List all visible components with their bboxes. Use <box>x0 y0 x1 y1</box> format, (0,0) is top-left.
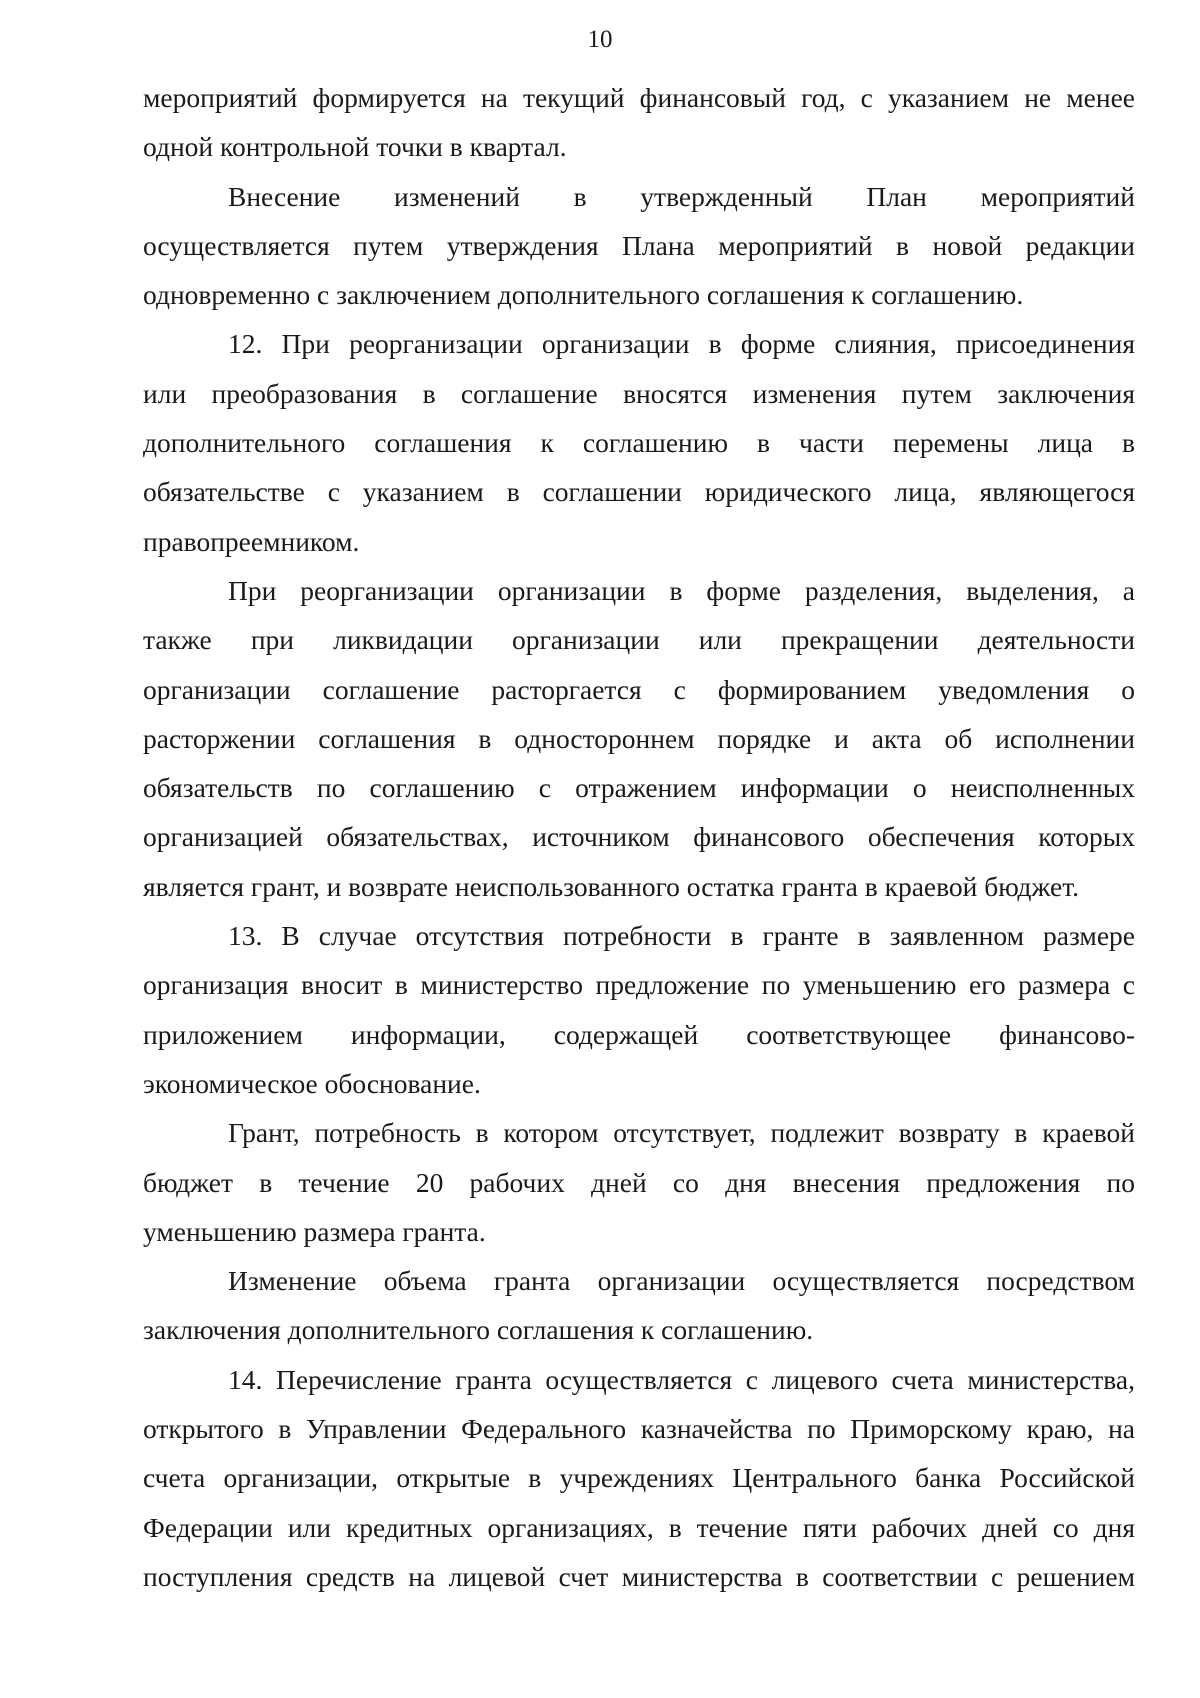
document-body <box>143 73 1135 1601</box>
text-line: 14. Перечисление гранта осуществляется с лицевого счета министерства, <box>228 1363 1135 1395</box>
text-line: 13. В случае отсутствия потребности в гранте в заявленном размере <box>228 920 1135 952</box>
text-line: 12. При реорганизации организации в форме слияния, присоединения <box>228 328 1135 360</box>
text-line: дополнительного соглашения к соглашению в части перемены лица в <box>143 427 1135 459</box>
text-line: бюджет в течение 20 рабочих дней со дня внесения предложения по <box>143 1166 1135 1198</box>
text-line: Изменение объема гранта организации осуществляется посредством <box>228 1265 1135 1297</box>
text-line: или преобразования в соглашение вносятся изменения путем заключения <box>143 377 1135 409</box>
text-line: Федерации или кредитных организациях, в течение пяти рабочих дней со дня <box>143 1511 1135 1543</box>
text-line: правопреемником. <box>143 525 360 557</box>
text-line: организация вносит в министерство предложение по уменьшению его размера с <box>143 969 1135 1001</box>
text-line: одновременно с заключением дополнительного соглашения к соглашению. <box>143 279 1024 311</box>
text-line: осуществляется путем утверждения Плана мероприятий в новой редакции <box>143 229 1135 261</box>
text-line: организации соглашение расторгается с формированием уведомления о <box>143 673 1135 705</box>
text-line: Грант, потребность в котором отсутствует, подлежит возврату в краевой <box>228 1117 1135 1149</box>
text-line: поступления средств на лицевой счет министерства в соответствии с решением <box>143 1560 1135 1592</box>
text-line: обязательств по соглашению с отражением информации о неисполненных <box>143 772 1135 804</box>
text-line: При реорганизации организации в форме разделения, выделения, а <box>228 574 1135 606</box>
text-line: уменьшению размера гранта. <box>143 1215 486 1247</box>
text-line: расторжении соглашения в одностороннем порядке и акта об исполнении <box>143 722 1135 754</box>
page-number: 10 <box>587 26 613 53</box>
text-line: также при ликвидации организации или прекращении деятельности <box>143 624 1135 656</box>
text-line: экономическое обоснование. <box>143 1067 481 1099</box>
text-line: является грант, и возврате неиспользованного остатка гранта в краевой бюджет. <box>143 870 1080 902</box>
text-line: организацией обязательствах, источником финансового обеспечения которых <box>143 821 1135 853</box>
text-line: мероприятий формируется на текущий финансовый год, с указанием не менее <box>143 82 1135 113</box>
text-line: счета организации, открытые в учреждениях Центрального банка Российской <box>143 1462 1135 1494</box>
text-line: обязательстве с указанием в соглашении юридического лица, являющегося <box>143 476 1135 508</box>
text-line: открытого в Управлении Федерального казначейства по Приморскому краю, на <box>143 1413 1135 1445</box>
text-line: заключения дополнительного соглашения к соглашению. <box>143 1314 814 1346</box>
text-line: приложением информации, содержащей соответствующее финансово- <box>143 1018 1135 1050</box>
text-line: Внесение изменений в утвержденный План мероприятий <box>228 180 1135 212</box>
text-line: одной контрольной точки в квартал. <box>143 131 567 163</box>
